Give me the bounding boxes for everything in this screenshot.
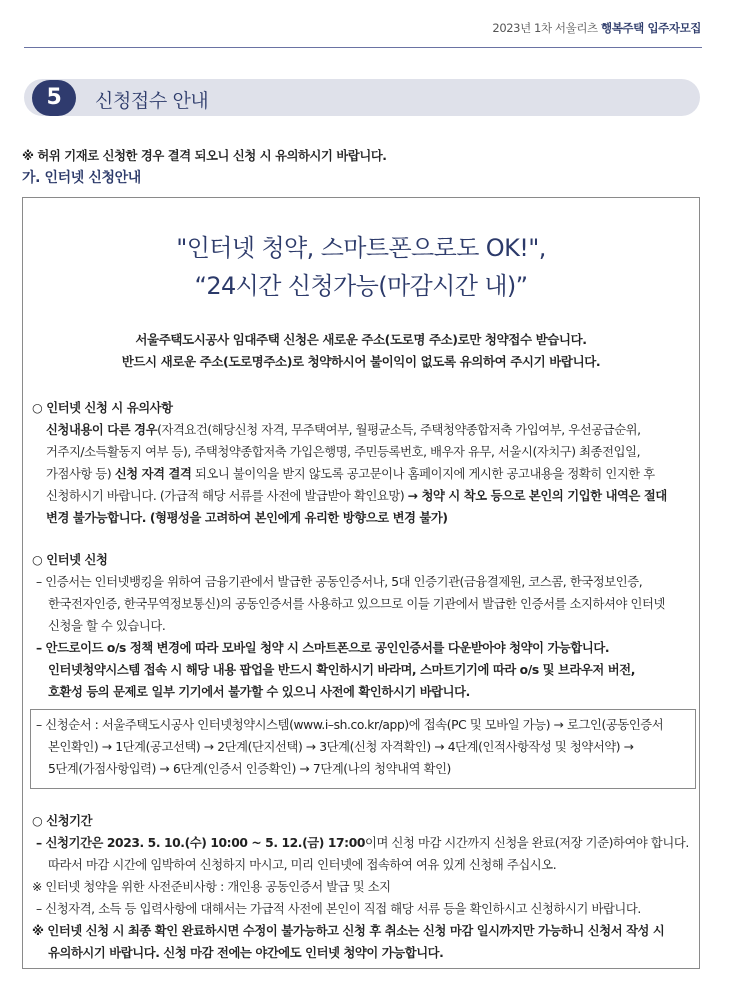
false-entry-warning: ※ 허위 기재로 신청한 경우 결격 되오니 신청 시 유의하시기 바랍니다. bbox=[22, 149, 387, 163]
online-title: ○ 인터넷 신청 bbox=[32, 553, 108, 567]
caution-line-5: 변경 불가능합니다. (형평성을 고려하여 본인에게 유리한 방향으로 변경 불가) bbox=[46, 511, 448, 525]
online-line-3: 신청을 할 수 있습니다. bbox=[48, 619, 166, 633]
caution-line-3: 가점사항 등) 신청 자격 결격 되오니 불이익을 받지 않도록 공고문이나 홈페이지에 게시한 공고내용을 정확히 인지한 후 bbox=[46, 467, 655, 481]
caution-line-2: 거주지/소득활동지 여부 등), 주택청약종합저축 가입은행명, 주민등록번호, 배우자 유무, 서울시(자치구) 최종전입일, bbox=[46, 445, 641, 459]
procedure-line-3: 5단계(가점사항입력) → 6단계(인증서 인증확인) → 7단계(나의 청약내역 확인) bbox=[48, 762, 451, 776]
caution-line-4: 신청하시기 바랍니다. (가급적 해당 서류를 사전에 발급받아 확인요망) → 청약 시 착오 등으로 본인의 기입한 내역은 절대 bbox=[46, 489, 667, 503]
section-title: 신청접수 안내 bbox=[95, 90, 209, 112]
online-line-6: 호환성 등의 문제로 일부 기기에서 불가할 수 있으니 사전에 확인하시기 바랍니다. bbox=[48, 685, 470, 699]
period-line-5: ※ 인터넷 신청 시 최종 확인 완료하시면 수정이 불가능하고 신청 후 취소는 신청 마감 일시까지만 가능하니 신청서 작성 시 bbox=[32, 924, 665, 938]
headline-line-1: "인터넷 청약, 스마트폰으로도 OK!", bbox=[176, 234, 546, 262]
caution-title: ○ 인터넷 신청 시 유의사항 bbox=[32, 401, 173, 415]
period-line-1: – 신청기간은 2023. 5. 10.(수) 10:00 ~ 5. 12.(금) 17:00이며 신청 마감 시간까지 신청을 완료(저장 기준)하여야 합니다. bbox=[36, 836, 689, 850]
caution-line-1: 신청내용이 다른 경우(자격요건(해당신청 자격, 무주택여부, 월평균소득, 주택청약종합저축 가입여부, 우선공급순위, bbox=[46, 423, 641, 437]
online-line-4: – 안드로이드 o/s 정책 변경에 따라 모바일 청약 시 스마트폰으로 공인인증서를 다운받아야 청약이 가능합니다. bbox=[36, 641, 610, 655]
procedure-line-2: 본인확인) → 1단계(공고선택) → 2단계(단지선택) → 3단계(신청 자격확인) → 4단계(인적사항작성 및 청약서약) → bbox=[48, 740, 634, 754]
online-line-1: – 인증서는 인터넷뱅킹을 위하여 금융기관에서 발급한 공동인증서나, 5대 인증기관(금융결제원, 코스콤, 한국정보인증, bbox=[36, 575, 643, 589]
headline-line-2: “24시간 신청가능(마감시간 내)” bbox=[194, 272, 528, 300]
intro-line-2: 반드시 새로운 주소(도로명주소)로 청약하시어 불이익이 없도록 유의하여 주시기 바랍니다. bbox=[121, 354, 601, 369]
procedure-line-1: – 신청순서 : 서울주택도시공사 인터넷청약시스템(www.i–sh.co.kr/app)에 접속(PC 및 모바일 가능) → 로그인(공동인증서 bbox=[36, 718, 664, 732]
intro-line-1: 서울주택도시공사 임대주택 신청은 새로운 주소(도로명 주소)로만 청약접수 받습니다. bbox=[135, 332, 587, 347]
period-line-2: 따라서 마감 시간에 임박하여 신청하지 마시고, 미리 인터넷에 접속하여 여유 있게 신청해 주십시오. bbox=[48, 858, 557, 872]
period-line-4: – 신청자격, 소득 등 입력사항에 대해서는 가급적 사전에 본인이 직접 해당 서류 등을 확인하시고 신청하시기 바랍니다. bbox=[36, 902, 641, 916]
period-title: ○ 신청기간 bbox=[32, 814, 93, 828]
subheading-internet-application: 가. 인터넷 신청안내 bbox=[22, 170, 141, 186]
header-divider bbox=[24, 47, 702, 48]
online-line-5: 인터넷청약시스템 접속 시 해당 내용 팝업을 반드시 확인하시기 바라며, 스마트기기에 따라 o/s 및 브라우저 버전, bbox=[48, 663, 636, 677]
period-line-6: 유의하시기 바랍니다. 신청 마감 전에는 야간에도 인터넷 청약이 가능합니다. bbox=[48, 946, 444, 960]
period-line-3: ※ 인터넷 청약을 위한 사전준비사항 : 개인용 공동인증서 발급 및 소지 bbox=[32, 880, 391, 894]
section-number-badge: 5 bbox=[32, 80, 76, 116]
document-header: 2023년 1차 서울리츠 행복주택 입주자모집 bbox=[492, 21, 701, 35]
online-line-2: 한국전자인증, 한국무역정보통신)의 공동인증서를 사용하고 있으므로 이들 기관에서 발급한 인증서를 소지하셔야 인터넷 bbox=[48, 597, 665, 611]
